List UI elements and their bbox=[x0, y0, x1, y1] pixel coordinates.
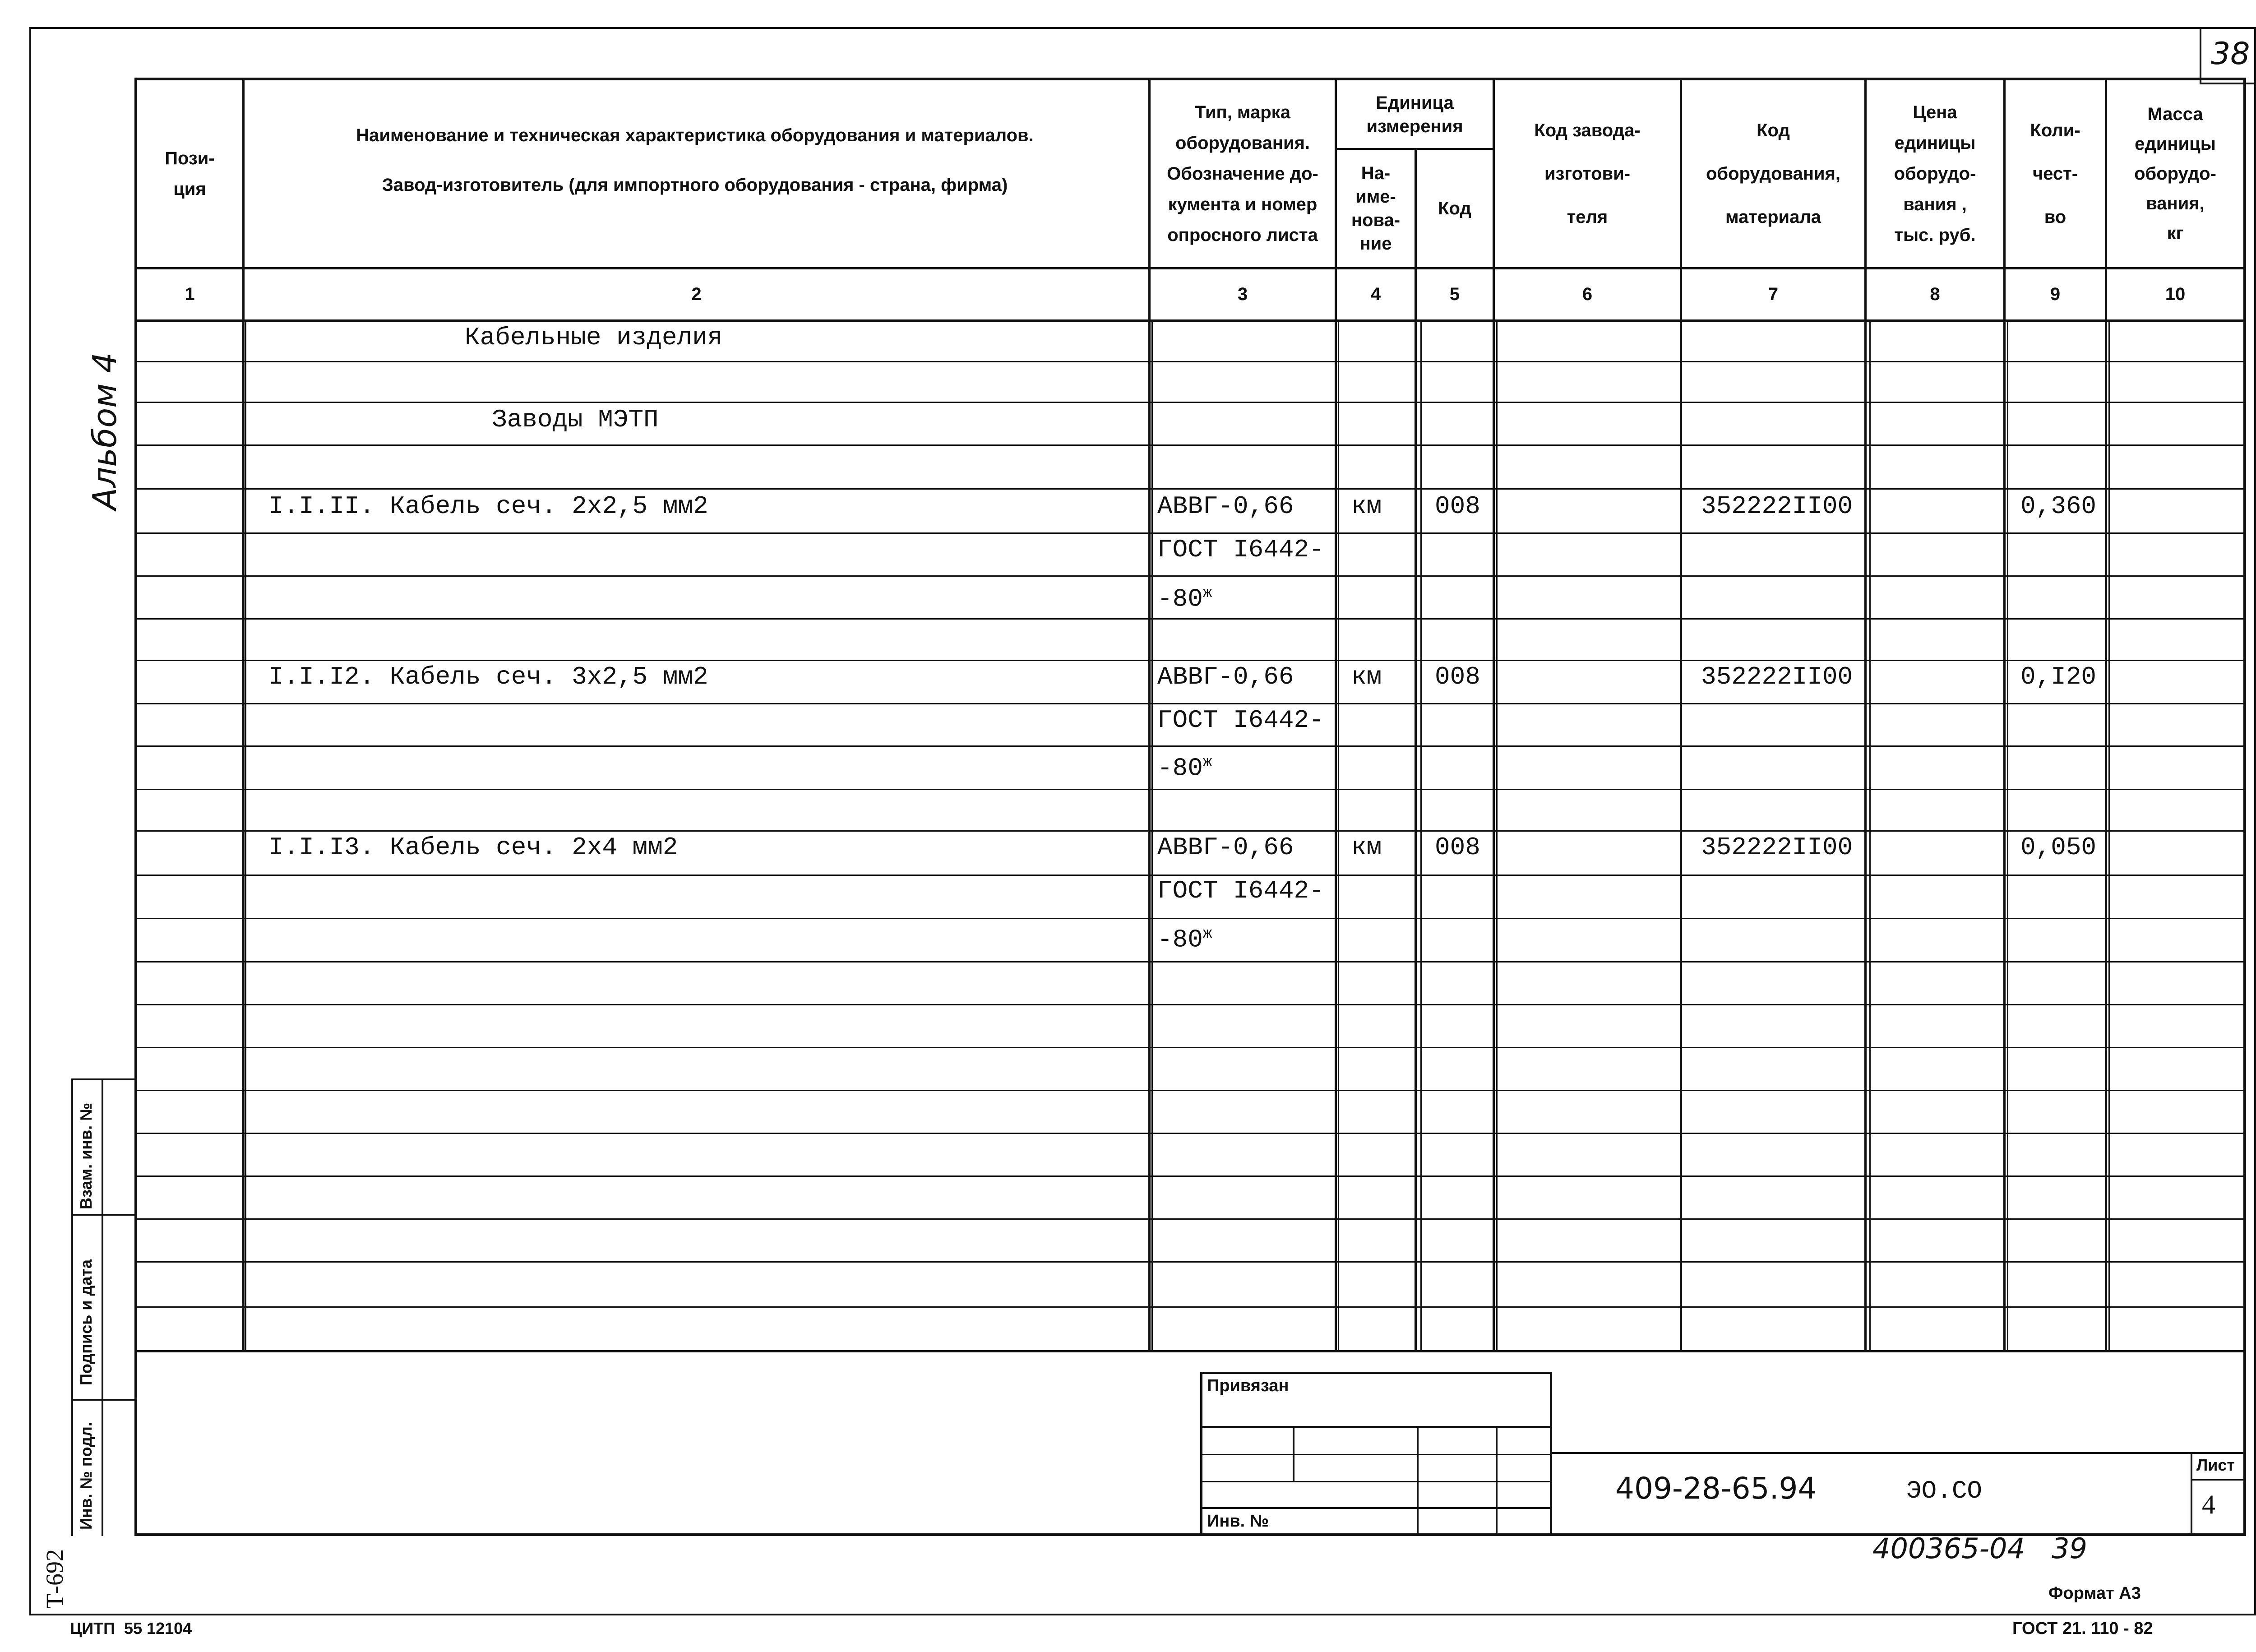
header-name-line2: Завод-изготовитель (для импортного оборудования - страна, фирма) bbox=[382, 175, 1008, 195]
col-div-1 bbox=[242, 78, 245, 1351]
col-div-8 bbox=[2003, 78, 2006, 1351]
item-3-gost: ГОСТ I6442- bbox=[1157, 876, 1324, 905]
item-2-unit: км bbox=[1351, 662, 1382, 691]
item-3-type: АВВГ-0,66 bbox=[1157, 833, 1294, 862]
strip-top bbox=[71, 1078, 136, 1080]
item-1-unit: км bbox=[1351, 492, 1382, 521]
col-div-2 bbox=[1148, 78, 1151, 1351]
corner-page-number: 38 bbox=[2211, 36, 2250, 72]
row-line bbox=[134, 745, 2246, 747]
row-line bbox=[134, 1218, 2246, 1220]
row-line bbox=[134, 1306, 2246, 1308]
doc-mark: ЭО.СО bbox=[1906, 1476, 1983, 1505]
item-2-type: АВВГ-0,66 bbox=[1157, 662, 1294, 691]
header-quantity: Коли- чест- во bbox=[2030, 120, 2080, 227]
format-label: Формат А3 bbox=[2048, 1584, 2141, 1603]
gost-year: -80 bbox=[1157, 584, 1203, 614]
item-1-gost-year bbox=[1157, 580, 1212, 613]
col-div-5b bbox=[1496, 321, 1498, 1351]
col-div-8b bbox=[2007, 321, 2008, 1351]
header-unit: Единица измерения bbox=[1366, 93, 1463, 136]
item-2-gost-year bbox=[1157, 749, 1212, 782]
col-div-6 bbox=[1680, 78, 1682, 1351]
col-num-8: 8 bbox=[1930, 284, 1940, 304]
header-name-line1: Наименование и техническая характеристика оборудования и материалов. bbox=[356, 125, 1034, 145]
row-line bbox=[134, 444, 2246, 446]
doc-row-top bbox=[1552, 1452, 2246, 1454]
col-div-7 bbox=[1864, 78, 1867, 1351]
header-unit-name: На- име- нова- ние bbox=[1351, 163, 1401, 254]
sheet-label: Лист bbox=[2196, 1456, 2235, 1474]
col-num-3: 3 bbox=[1237, 284, 1248, 304]
gost-star: ж bbox=[1202, 925, 1212, 943]
row-line bbox=[134, 703, 2246, 704]
col-div-3b bbox=[1338, 321, 1339, 1351]
col-num-10: 10 bbox=[2165, 284, 2186, 304]
body-bottom-line bbox=[134, 1350, 2246, 1352]
col-div-1b bbox=[245, 321, 246, 1351]
stamp-row-2 bbox=[1200, 1454, 1552, 1455]
inv-podl-label: Инв. № подл. bbox=[77, 1422, 95, 1530]
row-line bbox=[134, 918, 2246, 919]
col-num-6: 6 bbox=[1582, 284, 1593, 304]
col-num-2: 2 bbox=[691, 284, 702, 304]
row-line bbox=[134, 575, 2246, 577]
t692-label: Т-692 bbox=[41, 1549, 68, 1609]
item-1-name: I.I.II. Кабель сеч. 2х2,5 мм2 bbox=[268, 492, 708, 521]
unit-sub-line bbox=[1335, 148, 1495, 150]
row-line bbox=[134, 1090, 2246, 1091]
col-num-7: 7 bbox=[1768, 284, 1779, 304]
strip-right bbox=[102, 1078, 103, 1536]
col-div-5 bbox=[1493, 78, 1495, 1351]
gost-label: ГОСТ 21. 110 - 82 bbox=[2012, 1619, 2153, 1638]
table-right bbox=[2243, 78, 2246, 1536]
col-num-4: 4 bbox=[1370, 284, 1381, 304]
row-line bbox=[134, 532, 2246, 534]
header-type: Тип, марка оборудования. Обозначение до- кумента и номер опросного листа bbox=[1167, 102, 1318, 245]
album-label: Альбом 4 bbox=[86, 352, 124, 510]
stamp-col-3 bbox=[1496, 1426, 1498, 1536]
stamp-row-4 bbox=[1200, 1507, 1552, 1509]
header-mass: Масса единицы оборудо- вания, кг bbox=[2134, 104, 2216, 243]
col-num-9: 9 bbox=[2050, 284, 2061, 304]
col-div-2b bbox=[1151, 321, 1153, 1351]
numbers-bottom-line bbox=[134, 319, 2246, 322]
outer-frame-bottom bbox=[29, 1614, 2256, 1615]
col-div-4 bbox=[1415, 149, 1417, 1351]
gost-star: ж bbox=[1202, 585, 1212, 602]
strip-div-2 bbox=[71, 1399, 136, 1401]
item-3-gost-year bbox=[1157, 921, 1212, 953]
row-line bbox=[134, 402, 2246, 403]
row-line bbox=[134, 361, 2246, 362]
item-1-type: АВВГ-0,66 bbox=[1157, 492, 1294, 521]
header-material-code: Код оборудования, материала bbox=[1706, 120, 1841, 227]
item-3-unit: км bbox=[1351, 833, 1382, 862]
stamp-row-3 bbox=[1200, 1481, 1552, 1482]
item-1-gost: ГОСТ I6442- bbox=[1157, 535, 1324, 564]
item-1-material-code: 352222II00 bbox=[1701, 492, 1853, 521]
col-num-5: 5 bbox=[1449, 284, 1460, 304]
table-top bbox=[134, 78, 2246, 80]
row-line bbox=[134, 961, 2246, 963]
row-line bbox=[134, 1047, 2246, 1048]
strip-div-1 bbox=[71, 1214, 136, 1216]
row-line bbox=[134, 875, 2246, 876]
row-line bbox=[134, 618, 2246, 620]
col-div-9b bbox=[2108, 321, 2110, 1351]
col-div-3 bbox=[1335, 78, 1337, 1351]
item-2-quantity: 0,I20 bbox=[2020, 662, 2097, 691]
item-3-quantity: 0,050 bbox=[2020, 833, 2097, 862]
vzam-inv-label: Взам. инв. № bbox=[77, 1102, 95, 1209]
row-line bbox=[134, 1004, 2246, 1005]
citp-label: ЦИТП 55 12104 bbox=[70, 1619, 192, 1638]
col-div-7b bbox=[1869, 321, 1871, 1351]
stamp-row-1 bbox=[1200, 1426, 1552, 1428]
col-div-4b bbox=[1420, 321, 1422, 1351]
item-2-name: I.I.I2. Кабель сеч. 3х2,5 мм2 bbox=[268, 662, 708, 691]
gost-year: -80 bbox=[1157, 754, 1203, 783]
item-2-code: 008 bbox=[1435, 662, 1480, 691]
item-3-material-code: 352222II00 bbox=[1701, 833, 1853, 862]
header-factory-code: Код завода- изготови- теля bbox=[1534, 120, 1641, 227]
stamp-col-1 bbox=[1293, 1426, 1294, 1482]
item-3-name: I.I.I3. Кабель сеч. 2х4 мм2 bbox=[268, 833, 678, 862]
gost-star: ж bbox=[1202, 754, 1212, 771]
header-unit-code: Код bbox=[1438, 199, 1471, 218]
row-line bbox=[134, 660, 2246, 661]
stamp-col-2 bbox=[1417, 1426, 1419, 1536]
item-2-gost: ГОСТ I6442- bbox=[1157, 706, 1324, 735]
row-line bbox=[134, 1133, 2246, 1134]
outer-frame-left bbox=[29, 27, 31, 1615]
item-1-quantity: 0,360 bbox=[2020, 492, 2097, 521]
section-title-factories: Заводы МЭТП bbox=[492, 405, 659, 434]
handwritten-number: 400365-04 39 bbox=[1872, 1532, 2087, 1565]
privyazan-label: Привязан bbox=[1207, 1376, 1289, 1395]
sheet-box-mid bbox=[2191, 1479, 2246, 1481]
item-3-code: 008 bbox=[1435, 833, 1480, 862]
item-1-code: 008 bbox=[1435, 492, 1480, 521]
col-num-1: 1 bbox=[185, 284, 195, 304]
outer-frame-top bbox=[29, 27, 2256, 29]
podpis-label: Подпись и дата bbox=[77, 1259, 95, 1385]
row-line bbox=[134, 789, 2246, 790]
row-line bbox=[134, 488, 2246, 490]
outer-frame-right bbox=[2254, 27, 2256, 1615]
gost-year: -80 bbox=[1157, 925, 1203, 954]
header-position: Пози- ция bbox=[165, 148, 215, 199]
inv-no-label: Инв. № bbox=[1207, 1512, 1269, 1531]
corner-box-left bbox=[2200, 27, 2201, 83]
sheet-box-left bbox=[2191, 1452, 2192, 1536]
row-line bbox=[134, 830, 2246, 832]
header-price: Цена единицы оборудо- вания , тыс. руб. bbox=[1894, 102, 1976, 245]
stamp-box-top bbox=[1200, 1372, 1552, 1374]
sheet-number: 4 bbox=[2202, 1490, 2215, 1519]
row-line bbox=[134, 1175, 2246, 1177]
strip-left bbox=[71, 1078, 73, 1536]
row-line bbox=[134, 1261, 2246, 1263]
section-title-cable: Кабельные изделия bbox=[465, 323, 723, 352]
doc-code: 409-28-65.94 bbox=[1615, 1471, 1817, 1506]
item-2-material-code: 352222II00 bbox=[1701, 662, 1853, 691]
col-div-9 bbox=[2105, 78, 2107, 1351]
